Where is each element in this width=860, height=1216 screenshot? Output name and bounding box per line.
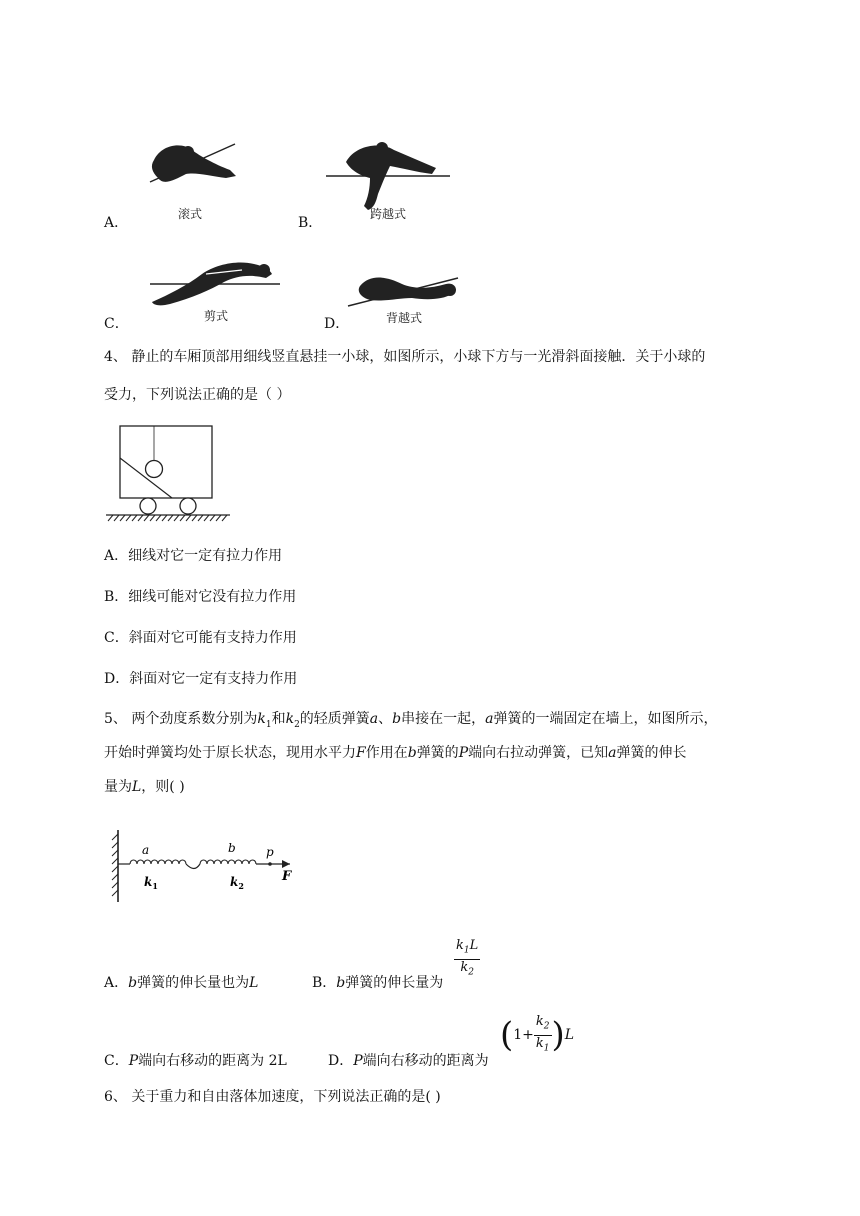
label-spring-b: b: [228, 841, 236, 855]
question-4-line-2: 受力，下列说法正确的是（ ）: [104, 387, 291, 403]
question-5-line-3: 量为L，则( ): [104, 779, 185, 795]
caption-scissors-style: 剪式: [203, 309, 229, 323]
figure-scissors-style: [146, 252, 286, 326]
question-4-choice-d[interactable]: D．斜面对它一定有支持力作用: [104, 671, 298, 687]
option-d-label: D．: [324, 316, 350, 332]
question-4-choice-c[interactable]: C．斜面对它可能有支持力作用: [104, 630, 297, 646]
question-5-choice-a[interactable]: A．b弹簧的伸长量也为L: [104, 975, 259, 991]
question-5-choice-d[interactable]: D．P端向右移动的距离为: [328, 1053, 489, 1069]
question-4-choice-a[interactable]: A．细线对它一定有拉力作用: [104, 548, 283, 564]
label-point-p: p: [266, 845, 274, 859]
figure-straddle-style: [322, 132, 452, 224]
caption-straddle-style: 跨越式: [369, 207, 407, 221]
figure-springs-in-series: [110, 826, 310, 906]
label-force-f: F: [282, 869, 292, 884]
caption-roll-style: 滚式: [177, 207, 203, 221]
question-5-line-1: 5、 两个劲度系数分别为$k_1$和$k_2$的轻质弹簧a、b串接在一起，a弹簧的一端固定在墙上，如图所示，: [104, 711, 718, 730]
question-5-line-2: 开始时弹簧均处于原长状态，现用水平力F作用在b弹簧的P端向右拉动弹簧，已知a弹簧的伸长: [104, 745, 687, 761]
option-b-label: B．: [298, 215, 323, 231]
label-k1: $k_1$: [144, 875, 158, 891]
fraction-k1L-over-k2: $\frac{k_1L}{k_2}$: [456, 938, 479, 978]
label-spring-a: a: [142, 843, 150, 857]
label-k2: $k_2$: [230, 875, 244, 891]
figure-carriage-ball-incline: [102, 424, 232, 522]
expression-one-plus-k2-over-k1-times-L: (1+ $\frac{k_2}{k_1}$ )L: [500, 1014, 575, 1056]
caption-fosbury-flop: 背越式: [385, 311, 423, 325]
question-4-choice-b[interactable]: B．细线可能对它没有拉力作用: [104, 589, 297, 605]
question-4-line-1: 4、 静止的车厢顶部用细线竖直悬挂一小球，如图所示，小球下方与一光滑斜面接触．关于小球的: [104, 349, 706, 365]
option-a-label: A．: [104, 215, 129, 231]
question-6-line-1: 6、 关于重力和自由落体加速度，下列说法正确的是( ): [104, 1089, 441, 1105]
question-5-choice-b[interactable]: B．b弹簧的伸长量为: [312, 975, 444, 991]
question-5-choice-c[interactable]: C．P端向右移动的距离为 2L: [104, 1053, 287, 1069]
option-c-label: C．: [104, 316, 129, 332]
figure-roll-style: [140, 130, 250, 225]
figure-fosbury-flop: [346, 264, 462, 328]
